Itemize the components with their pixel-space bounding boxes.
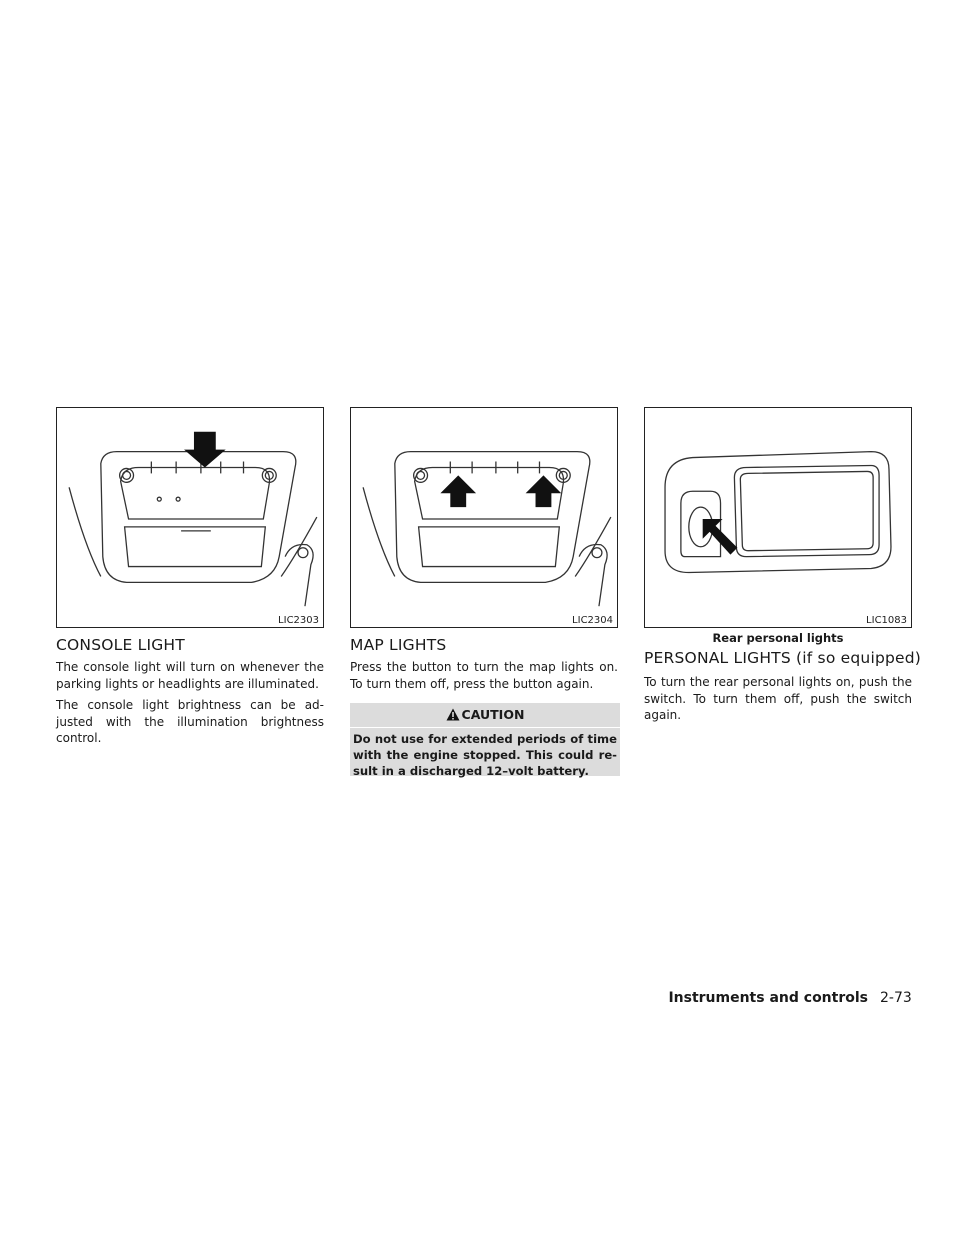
caution-text: Do not use for extended periods of time with the engine stopped. This could re- sult in a discharged 12–volt battery. xyxy=(353,732,617,778)
personal-lights-illustration xyxy=(645,408,911,627)
personal-lights-para-1: To turn the rear personal lights on, push the switch. To turn them off, push the switch again. xyxy=(644,675,912,722)
figure-caption: Rear personal lights xyxy=(712,631,844,645)
figure-console-light xyxy=(56,407,324,628)
caution-header xyxy=(350,707,620,722)
footer-section-title: Instruments and controls xyxy=(668,990,868,1006)
console-light-para-1: The console light will turn on whenever the parking lights or headlights are illuminated. xyxy=(56,660,324,691)
warning-icon xyxy=(446,708,460,721)
map-lights-para-1: Press the button to turn the map lights on. To turn them off, press the button again. xyxy=(350,660,618,691)
map-lights-illustration xyxy=(351,408,617,627)
figure-code: LIC2303 xyxy=(278,615,319,626)
console-light-illustration xyxy=(57,408,323,627)
caution-divider xyxy=(350,727,620,728)
footer-page-number: 2-73 xyxy=(880,990,912,1006)
figure-code: LIC1083 xyxy=(866,615,907,626)
console-light-para-2: The console light brightness can be ad- justed with the illumination brightness control. xyxy=(56,698,324,745)
figure-code: LIC2304 xyxy=(572,615,613,626)
caution-box xyxy=(350,703,620,776)
personal-lights-heading: PERSONAL LIGHTS (if so equipped) xyxy=(644,649,922,667)
caution-label: CAUTION xyxy=(461,707,525,722)
figure-map-lights xyxy=(350,407,618,628)
map-lights-heading: MAP LIGHTS xyxy=(350,636,447,654)
console-light-heading: CONSOLE LIGHT xyxy=(56,636,185,654)
figure-personal-lights xyxy=(644,407,912,628)
